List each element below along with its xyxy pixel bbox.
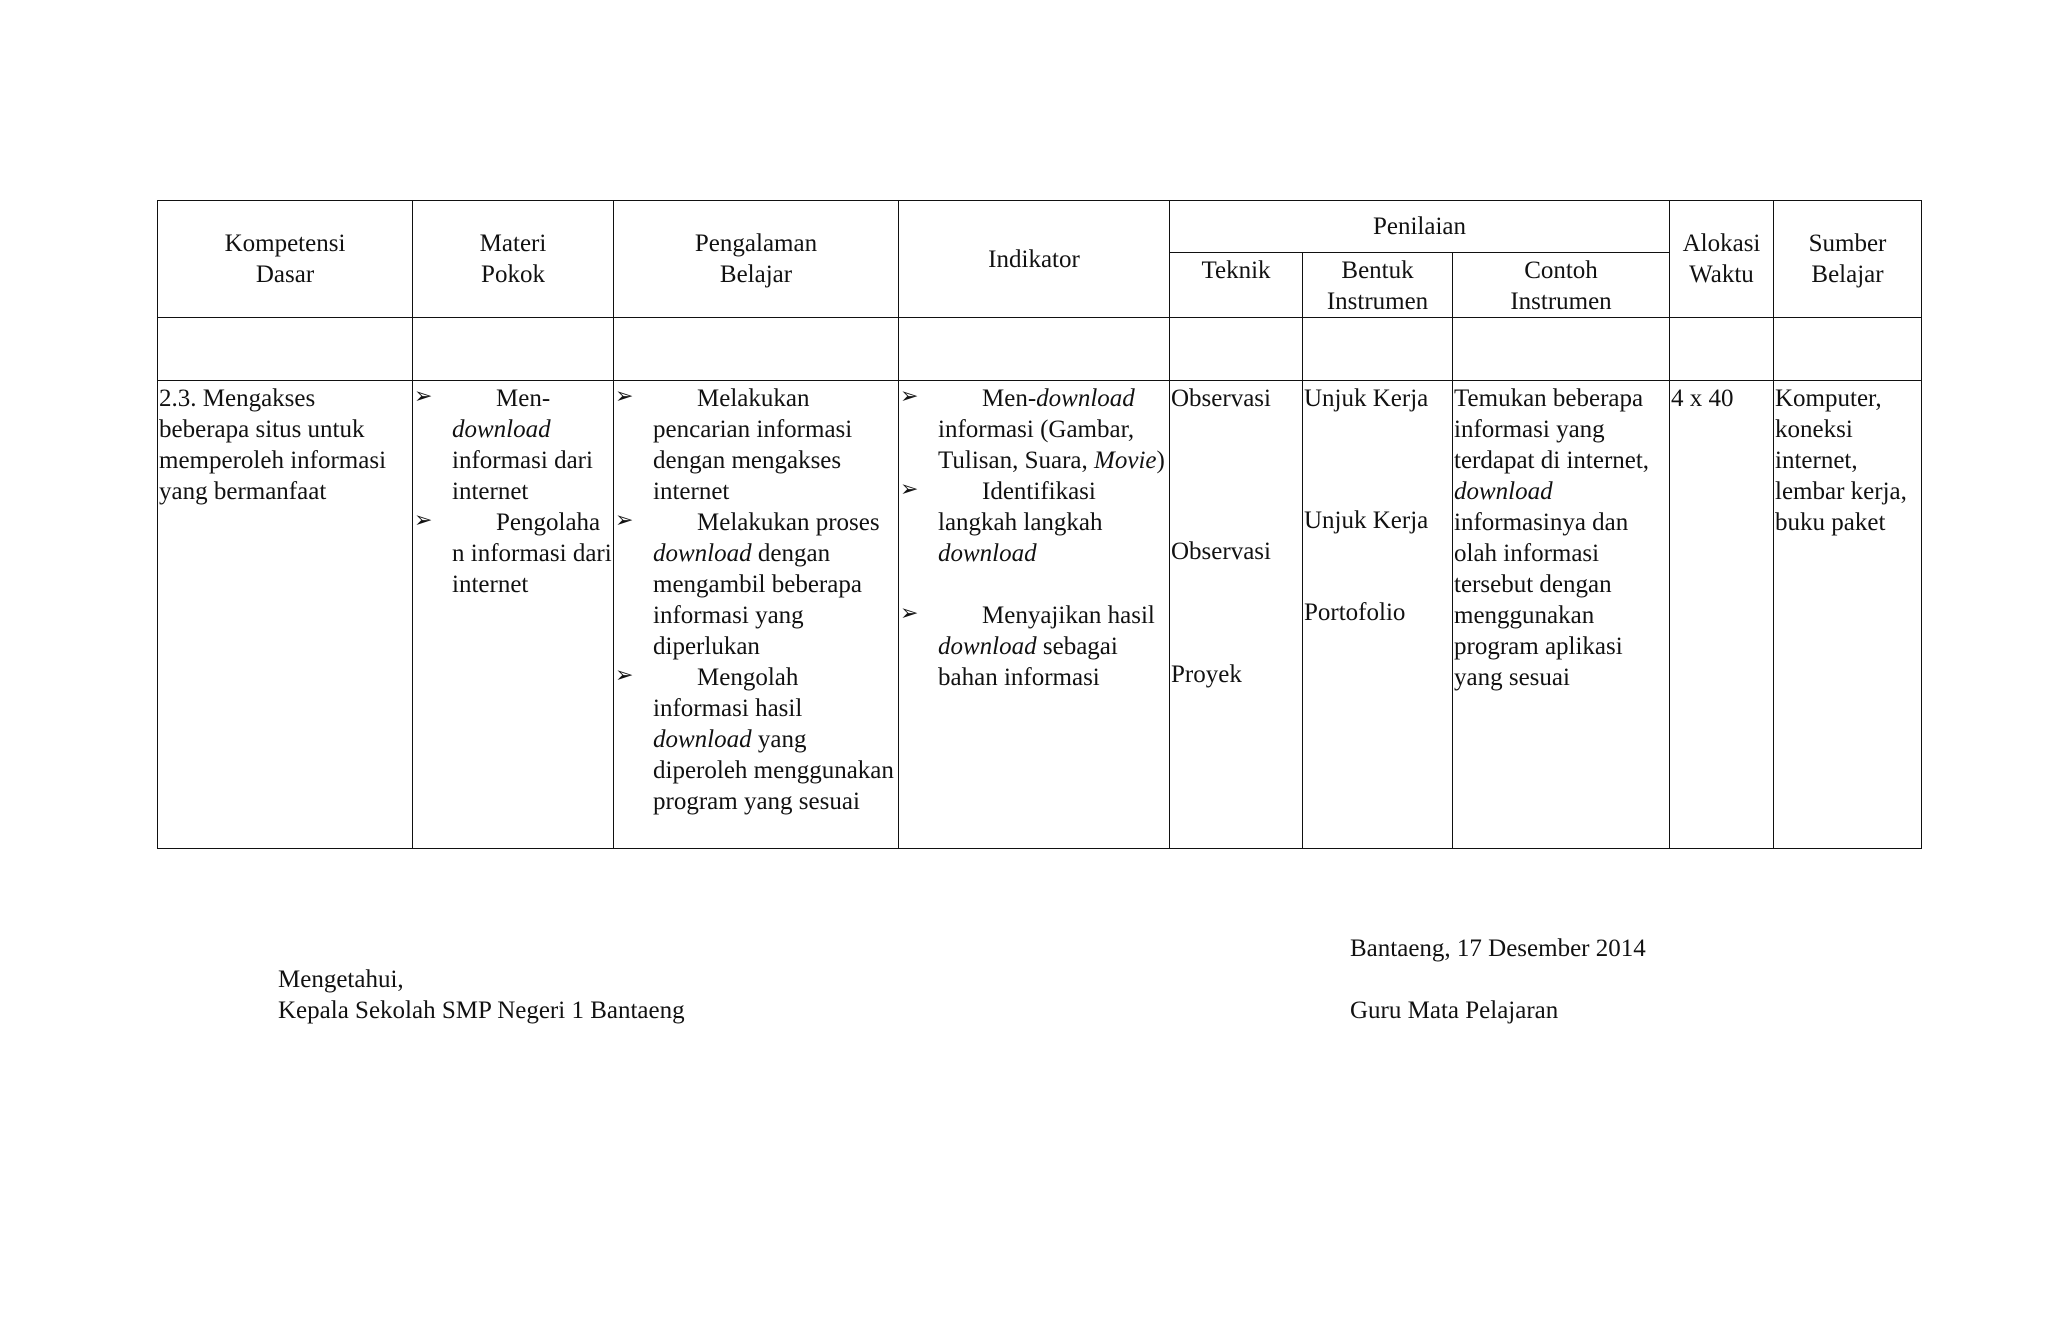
table-row <box>158 381 1922 849</box>
materi-item-text: Men- <box>496 385 551 412</box>
acknowledgement-label: Mengetahui, <box>278 966 404 993</box>
pengalaman-item-italic: download <box>653 540 752 567</box>
indikator-item-text: informasi (Gambar, Tulisan, Suara, <box>938 416 1135 474</box>
pengalaman-list <box>615 383 897 817</box>
empty-cell <box>1453 318 1670 381</box>
teacher-title: Guru Mata Pelajaran <box>1350 997 1559 1024</box>
empty-cell <box>1774 318 1922 381</box>
cell-contoh-instrumen <box>1453 381 1670 849</box>
materi-item-text: n informasi dari internet <box>452 540 612 598</box>
arrow-bullet-icon: ➢ <box>615 663 634 688</box>
empty-cell <box>158 318 413 381</box>
materi-list <box>414 383 612 600</box>
list-item <box>615 662 897 817</box>
header-indikator <box>899 201 1170 318</box>
empty-cell <box>1170 318 1303 381</box>
header-materi-pokok <box>413 201 614 318</box>
list-item <box>615 507 897 662</box>
cell-materi-pokok <box>413 381 614 849</box>
teknik-item: Observasi <box>1171 385 1271 412</box>
principal-title: Kepala Sekolah SMP Negeri 1 Bantaeng <box>278 997 685 1024</box>
list-item <box>900 383 1168 476</box>
materi-item-text: informasi dari internet <box>452 447 593 505</box>
header-row-1 <box>158 201 1922 253</box>
list-item <box>900 600 1168 693</box>
indikator-item-text: Identifikasi langkah langkah <box>938 478 1103 536</box>
indikator-list <box>900 383 1168 693</box>
pengalaman-item-text: dengan mengambil beberapa informasi yang diperlukan <box>653 540 862 660</box>
place-date: Bantaeng, 17 Desember 2014 <box>1350 935 1646 962</box>
cell-kompetensi-dasar <box>158 381 413 849</box>
header-bentuk-label: Bentuk Instrumen <box>1326 257 1429 315</box>
pengalaman-item-italic: download <box>653 726 752 753</box>
cell-indikator <box>899 381 1170 849</box>
header-kompetensi-label: Kompetensi Dasar <box>224 230 346 288</box>
indikator-item-text: sebagai bahan informasi <box>938 633 1118 691</box>
header-contoh-instrumen <box>1453 253 1670 318</box>
alokasi-text: 4 x 40 <box>1671 385 1734 412</box>
cell-pengalaman-belajar <box>614 381 899 849</box>
teknik-item: Proyek <box>1171 661 1242 688</box>
arrow-bullet-icon: ➢ <box>615 508 634 533</box>
header-contoh-label: Contoh Instrumen <box>1510 257 1612 315</box>
list-item <box>414 383 612 507</box>
arrow-bullet-icon: ➢ <box>900 477 919 502</box>
header-penilaian-label: Penilaian <box>1372 213 1467 240</box>
arrow-bullet-icon: ➢ <box>414 508 433 533</box>
pengalaman-item-text: Melakukan pencarian informasi dengan mengakses internet <box>653 385 853 505</box>
list-item <box>900 476 1168 569</box>
materi-item-italic: download <box>452 416 551 443</box>
header-materi-label: Materi Pokok <box>479 230 547 288</box>
arrow-bullet-icon: ➢ <box>414 384 433 409</box>
header-alokasi-label: Alokasi Waktu <box>1682 230 1761 288</box>
header-kompetensi-dasar <box>158 201 413 318</box>
bentuk-item: Portofolio <box>1304 599 1406 626</box>
contoh-text-part: Temukan beberapa informasi yang terdapat di internet, <box>1454 385 1650 474</box>
indikator-item-italic: download <box>938 633 1037 660</box>
list-item <box>615 383 897 507</box>
bentuk-item: Unjuk Kerja <box>1304 385 1429 412</box>
empty-cell <box>1303 318 1453 381</box>
cell-bentuk-instrumen <box>1303 381 1453 849</box>
header-sumber-belajar <box>1774 201 1922 318</box>
materi-item-text: Pengolaha <box>496 509 601 536</box>
sumber-text: Komputer, koneksi internet, lembar kerja, buku paket <box>1775 385 1907 536</box>
kompetensi-text: 2.3. Mengakses beberapa situs untuk memperoleh informasi yang bermanfaat <box>159 385 387 505</box>
header-pengalaman-label: Pengalaman Belajar <box>694 230 818 288</box>
list-item <box>414 507 612 600</box>
header-pengalaman-belajar <box>614 201 899 318</box>
indikator-item-italic: download <box>1036 385 1135 412</box>
header-penilaian <box>1170 201 1670 253</box>
bentuk-item: Unjuk Kerja <box>1304 507 1429 534</box>
cell-sumber-belajar <box>1774 381 1922 849</box>
empty-cell <box>899 318 1170 381</box>
empty-cell <box>413 318 614 381</box>
header-bentuk-instrumen <box>1303 253 1453 318</box>
indikator-item-italic: Movie <box>1094 447 1157 474</box>
header-alokasi-waktu <box>1670 201 1774 318</box>
empty-cell <box>614 318 899 381</box>
indikator-item-italic: download <box>938 540 1037 567</box>
cell-alokasi-waktu <box>1670 381 1774 849</box>
cell-teknik <box>1170 381 1303 849</box>
silabus-table <box>157 200 1922 849</box>
header-indikator-label: Indikator <box>988 245 1080 273</box>
pengalaman-item-text: Mengolah informasi hasil <box>653 664 803 722</box>
contoh-text <box>1454 383 1668 693</box>
empty-row <box>158 318 1922 381</box>
contoh-text-part: informasinya dan olah informasi tersebut dengan menggunakan program aplikasi yang sesuai <box>1454 509 1629 691</box>
teknik-item: Observasi <box>1171 538 1271 565</box>
indikator-item-text: Men- <box>982 385 1037 412</box>
header-teknik-label: Teknik <box>1201 257 1271 284</box>
indikator-item-text: Menyajikan hasil <box>982 602 1155 629</box>
contoh-text-italic: download <box>1454 478 1553 505</box>
header-teknik <box>1170 253 1303 318</box>
empty-cell <box>1670 318 1774 381</box>
arrow-bullet-icon: ➢ <box>900 384 919 409</box>
pengalaman-item-text: Melakukan proses <box>697 509 880 536</box>
arrow-bullet-icon: ➢ <box>900 601 919 626</box>
indikator-item-text: ) <box>1156 447 1165 474</box>
pengalaman-item-text: yang diperoleh menggunakan program yang sesuai <box>653 726 894 815</box>
arrow-bullet-icon: ➢ <box>615 384 634 409</box>
header-sumber-label: Sumber Belajar <box>1808 230 1887 288</box>
